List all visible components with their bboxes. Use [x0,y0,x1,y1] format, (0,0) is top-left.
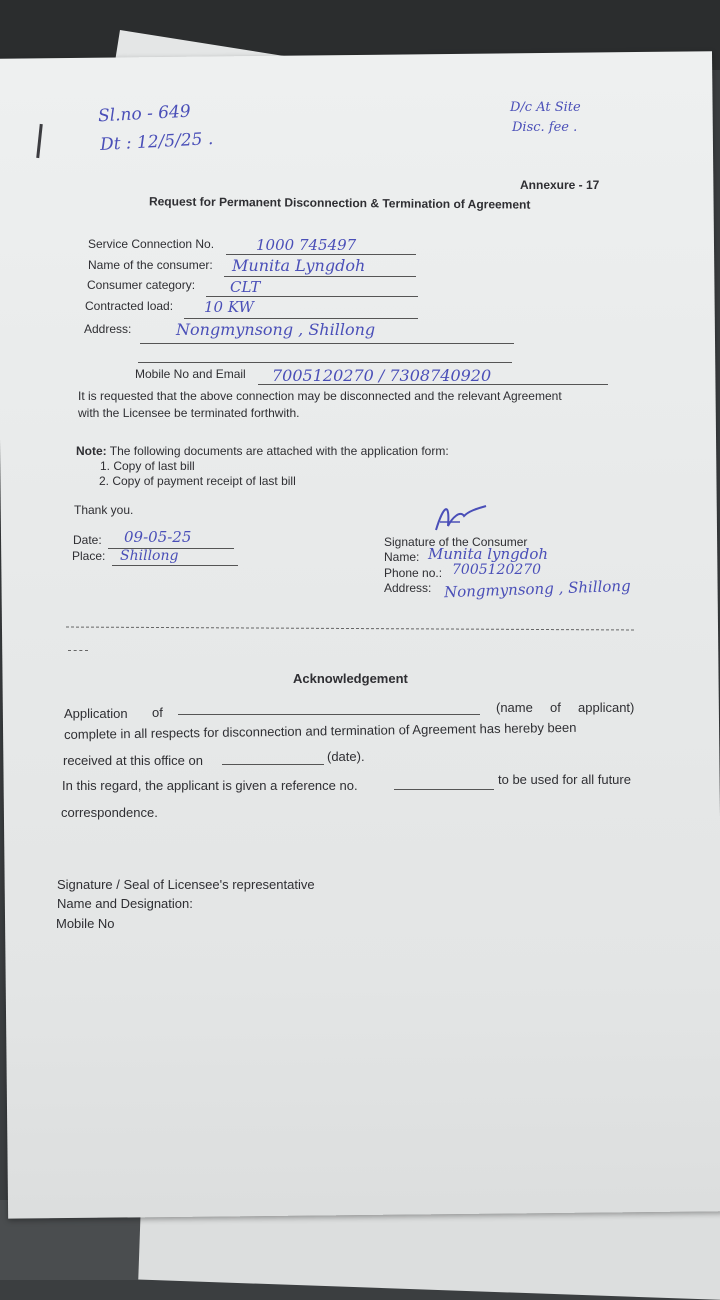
margin-mark [36,124,43,158]
mobile-email-label: Mobile No and Email [135,367,246,381]
ack-name-open: (name [496,700,533,715]
consumer-name-label: Name of the consumer: [88,258,213,272]
ack-future: to be used for all future [498,772,631,787]
form-title: Request for Permanent Disconnection & Termination of Agreement [148,194,531,212]
annexure-label: Annexure - 17 [520,178,600,192]
licensee-signature-label: Signature / Seal of Licensee's representative [57,877,315,892]
address-value: Nongmynsong , Shillong [176,320,376,339]
address-label: Address: [84,322,132,336]
signature-heading: Signature of the Consumer [384,535,528,549]
service-connection-value: 1000 745497 [256,236,357,254]
ack-received: received at this office on [63,753,203,768]
signature-phone-label: Phone no.: [384,566,443,580]
place-label: Place: [72,549,106,563]
contracted-load-value: 10 KW [204,298,254,316]
service-connection-label: Service Connection No. [88,237,215,251]
place-value: Shillong [120,548,179,564]
signature-phone-value: 7005120270 [452,562,542,578]
note-dc-at-site: D/c At Site [510,100,581,115]
date-label: Date: [73,533,102,547]
note-label: Note: [76,444,107,458]
consumer-name-value: Munita Lyngdoh [232,256,366,275]
signature-name-value: Munita lyngdoh [428,545,549,563]
date-value: 09-05-25 [124,528,192,546]
ack-line-2: complete in all respects for disconnection and termination of Agreement has hereby been [64,719,577,742]
note-heading [76,444,449,458]
note-serial-number: Sl.no - 649 [97,101,192,127]
ack-name-applicant: applicant) [578,700,635,715]
mobile-email-value: 7005120270 / 7308740920 [272,366,492,385]
acknowledgement-heading: Acknowledgement [293,671,408,686]
note-date: Dt : 12/5/25 . [99,129,214,155]
contracted-load-label: Contracted load: [85,299,174,313]
licensee-name-label: Name and Designation: [57,896,193,911]
separator-stub [68,650,88,651]
note-disc-fee: Disc. fee . [512,120,578,135]
note-item-2: 2. Copy of payment receipt of last bill [99,474,296,488]
thank-you: Thank you. [74,503,134,517]
ack-reference: In this regard, the applicant is given a reference no. [62,778,358,793]
note-item-1: 1. Copy of last bill [100,459,195,473]
consumer-category-value: CLT [230,278,261,296]
request-text-line1: It is requested that the above connection may be disconnected and the relevant Agreement [78,389,562,403]
ack-of: of [152,705,163,720]
signature-name-label: Name: [384,550,420,564]
signature-address-label: Address: [384,581,432,595]
note-text: The following documents are attached with the application form: [109,444,449,458]
consumer-category-label: Consumer category: [87,278,196,292]
ack-name-of: of [550,700,561,715]
ack-date-text: (date). [327,749,365,764]
licensee-mobile-label: Mobile No [56,916,115,931]
consumer-signature-icon [430,500,490,536]
separator-line [66,627,634,631]
signature-address-value: Nongmynsong , Shillong [443,576,631,602]
ack-correspondence: correspondence. [61,805,158,820]
request-text-line2: with the Licensee be terminated forthwith. [78,406,300,420]
ack-application: Application [64,706,128,721]
